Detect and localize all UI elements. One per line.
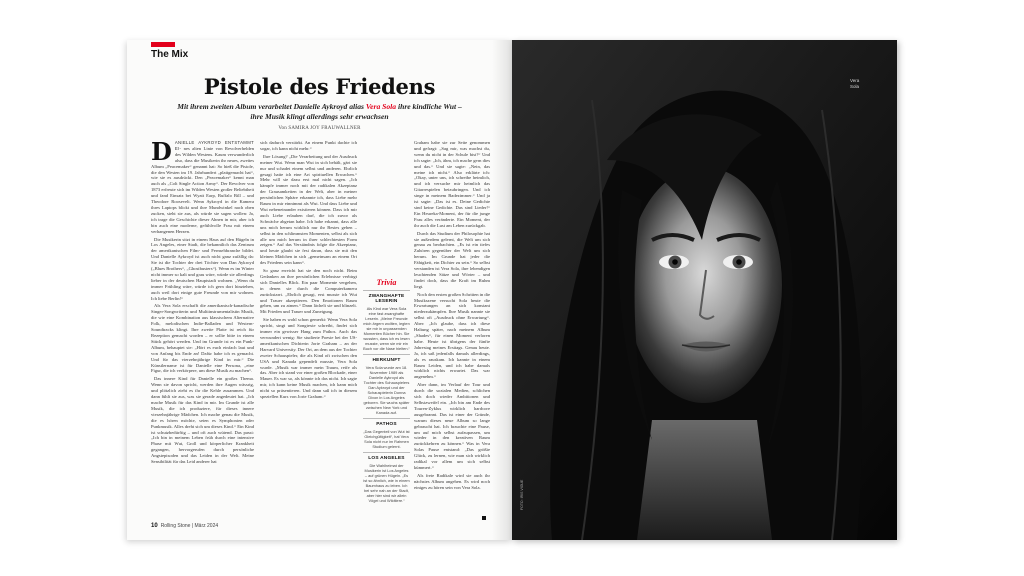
byline: Von SAMIRA JOY FRAUWALLNER [278, 126, 361, 131]
folio-text: Rolling Stone | März 2024 [160, 523, 219, 529]
gutter-shadow [492, 40, 512, 540]
trivia-title: Trivia [376, 278, 397, 287]
body-paragraph: sich dadurch verstärkt. An einem Punkt dachte ich sogar, ich kann nicht mehr.“ [260, 140, 357, 151]
right-page [512, 40, 897, 540]
photo-caption [850, 78, 859, 89]
end-of-article-mark [482, 516, 486, 520]
body-paragraph: Graham habe sie zur Seite genommen und gefragt: „Sag mir, was machst du, wenn du nicht in der Schule bist?“ Und ich sagte: „Ich, ähm, ich mache gern dies und das.“ Und sie sagte: „Nein, das meine ich nicht.“ Also erklärte ich: „Okay, unter uns, ich schreibe heimlich, und ich versuche mir heimlich das Gitarrespielen beizubringen. Und ich singe in meinem Badezimmer.“ Und ja ist sagte: „Das ist es. Deine Gedichte sind keine Gedichte. Das sind Lieder!“ Ein Heureka-Moment, der für die junge Frau alles veränderte. Ein Moment, der ihr auch die Lust am Leben zurückgab. [414, 140, 490, 228]
page-number: 10 [151, 523, 158, 529]
body-paragraph: Aber dann, im Verlauf der Tour und durch die sozialen Medien, schlichen sich doch wieder Ambitionen und Selbstzweifel ein. „Ich bin am Ende des Touren-Zyklus wirklich hardcore ausgebrannt. Das ist einer der Gründe, warum dieses neue Album so lange gebraucht hat. Ich brauchte eine Pause, um auf mich selbst aufzupassen, um wieder in den kreativen Raum zurückkehren zu können.“ Was in Vera Solas Pause entstand: „Das größte Glück, zu lernen, wie man sich wirklich radikal vor allem um sich selbst kümmert.“ [414, 382, 490, 470]
body-paragraph: nes alten Linie von Revolverhelden des Wilden Westens. Kaum verwunderlich also, dass die Musikerin ihr neues, zweites Album „Peacemaker“ genannt hat: So hieß die Pistole, die den Westen im 19. Jahrhundert „plattgemacht hat“, wie sie es ausdrückt. Den „Peacemaker“ kennt man auch als „Colt Single Action Army“. Der Revolver von 1873 erfreute sich im Wilden Westen großer Beliebtheit und fand Einsatz bei Wyatt Earp, Buffalo Bill – und Theodore Roosevelt. Wenn Aykroyd in die Kamera ihres Laptops blickt und ihre Mundwinkel nach oben zucken, sieht sie aus, als würde sie sagen wollen: Ja, ich trage die Geschichte dieser Ahnen in mir, aber ich bin auch eine moderne, gefühlvolle Frau mit einem verhangenen Herzen. [151, 145, 254, 234]
caption-line: Sola [850, 83, 860, 89]
body-paragraph: Die Musikerin sitzt in einem Haus auf den Hügeln in Los Angeles, einer Stadt, die bekanntlich das Zentrum der amerikanischen Film- und Fernsehbranche bildet. Und Danielle Aykroyd ist auch nicht ganz zufällig da: Sie ist die Tochter der drei Töchter von Dan Aykroyd („Blues Brothers“, „Ghostbusters“). Wenn es im Winter nicht immer so kalt und grau wäre, würde sie allerdings lieber in der deutschen Hauptstadt wohnen. „Wenn du immer Frühling wäre, würde ich gern dort hinziehen, auch weil dort einige gute Freunde von mir wohnen. Ich liebe Berlin!“ [151, 236, 254, 301]
trivia-text: Vera Sola wurde am 18. November 1989 als Danielle Aykroyd als Tochter des Schauspielers Dan Aykroyd und der Schauspielerin Donna Dixon in Los Angeles geboren. Sie wuchs später zwischen New York und Kanada auf. [363, 365, 410, 415]
divider [363, 354, 410, 355]
section-marker-bar [151, 42, 175, 47]
body-paragraph: Das innere Kind für Danielle ein großes Thema. Wenn sie davon spricht, werden ihre Augen wässrig, und plötzlich zieht es ihr die Kehle zusammen. Und dann fühlt sie aus, was sie gerade angedeutet hat. „Ich mache Musik für das Kind in mir. Im Grunde ist alle Musik, die ich produziere, für dieses innere vierzehnjährige Mädchen. Ich mache genau die Musik, die es hören möchte, seien es Symphonien oder Punkmusik. Alles dreht sich um dieses Kind.“ Ein Kind ist schutzbedürftig – und oft auch wütend. Das passt: „Ich bin in meinem Leben früh durch eine intensive Phase mit Wut, Groll und körperlicher Krankheit gegangen, hervorgerufen durch persönliche Angstepisoden und das Leiden in der Welt. Meine Sensibilität für das Leid anderer hat [151, 376, 254, 465]
trivia-heading: PATHOS [376, 422, 397, 427]
body-paragraph: Sie haben es wohl schon gemerkt: Wenn Vera Sola spricht, singt und Songtexte schreibt, findet sich immer ein gewisser Hang zum Pathos. Auch das verwundert wenig: Sie studierte Poesie bei der US-amerikanischen Dichterin Jorie Graham – an der Harvard University. Der Ort, an dem aus der Tochter zweier Schauspieler, die als Kind oft zwischen den USA und Kanada gependelt musste, Vera Sola wurde. „Musik war immer mein Traum, reife als das. Aber ich stand vor einer großen Blockade, einer Mauer. Es war so, als könnte ich das nicht. Ich sagte mir, ich kann keine Musik machen, ich kann mich nicht so präsentieren. Und dann saß ich in diesem speziellen Kurs von Jorie Graham.“ [260, 317, 357, 400]
section-label: The Mix [151, 49, 189, 60]
deck-highlight-name: Vera Sola [365, 102, 397, 111]
deck-text-before: Mit ihrem zweiten Album verarbeitet Danielle Aykroyd alias [177, 102, 366, 111]
caption-line: Vera [850, 78, 860, 83]
body-paragraph: Ihre Lösung? „Die Verarbeitung und der Ausdruck meiner Wut. Wenn man Wut in sich behält, gärt sie nur und schadet einem selbst und anderen. Ehrlich gesagt hatte ich eine Art spirituellen Erwachen.“ Mehr will sie dazu erst mal nicht sagen. „Ich kämpfe immer noch mit der radikalen Akzeptanz der Grausamkeiten in der Welt, aber in meiner persönlichen Sphäre erkannte ich, dass Liebe mehr Raum in mir einnimmt als Wut. Und dass Liebe und Wut nebeneinander existieren können. Dass ich mir auch Liebe erlauben darf, die ich zuvor als Schwäche abgetan habe. Ich habe erkannt, dass alle uns mich herum wirklich nur ihr Bestes geben – selbst in den schlimmsten Momenten, selbst als sich alle um mich herum in ihrer schlechtesten Form zeigen.“ Auf das Verständnis folgte die Akzeptanz, und heute glaubt sie fest daran, dass sie mit den kleinen Mädchen in sich „gemeinsam an einem Ort des Friedens sein kann“. [260, 153, 357, 266]
body-column-3 [414, 140, 490, 525]
magazine-spread [127, 40, 897, 540]
left-page [127, 40, 512, 540]
body-paragraph: Durch das Studium der Philosophie hat sie außerdem gelernt, die Welt um sich genau zu beobachten. „Es ist ein tiefes Zuhören gegenüber der Welt um sich herum. Im Grunde hat jeder die Fähigkeit, ein Dichter zu sein.“ So selbst verstanden ist Vera Sola, ihre lebendigen leuchtenden Sätze und Wörter – und findet doch, dass die Kraft im Ruhm liegt. [414, 230, 490, 289]
photo-credit: FOTO: IRIS VIGUE [520, 479, 524, 510]
body-paragraph: Als Vera Sola erschafft die amerikanisch-kanadische Singer-Songwriterin und Multiinstrumentalistin Musik, die wie eine Kombination aus klassischem Alternative Folk, melodischen Indie-Balladen und Western-Soundtracks klingt. Ihre zweite Platte ist reich für Rezeption gemacht worden – er sollte bitte in einem Stück gehört werden. Und im Grunde ist es ein Punk-Album, behauptet sie: „Hört es euch einfach laut und von Anfang bis Ende an! Dafür habe ich es gemacht. Und für das vierzehnjährige Kind in mir.“ Die Künstlername ist für Danielle eine Persona, „eine Figur, die ich verkörpere, um diese Musik zu machen“. [151, 303, 254, 374]
body-column-2 [260, 140, 357, 525]
portrait-photo [512, 40, 897, 540]
trivia-text: Die Wahlheimat der Musikerin ist Los Angeles – auf grünen Hügeln. „Es ist so ähnlich, wie in einem Baumhaus zu leben. Ich bei sehr nah an der Stadt, aber hier sind wir allein Vögel und Wildtiere.“ [363, 463, 410, 503]
trivia-text: „Das Gegenteil von Wut ist Gleichgültigkeit“, hat Vera Sola nicht nur im Rahmen Studium gelernt. [363, 429, 410, 449]
lead-caps: ANIELLE AYKROYD ENTSTAMMT EI- [174, 140, 254, 151]
body-column-1 [151, 140, 254, 525]
trivia-sidebar [363, 278, 410, 522]
drop-cap: D [151, 140, 172, 166]
trivia-text: Als Kind war Vera Sola eine fast zwanghafte Leserin. „Meine Freunde mich ärgern wollten, legten sie mir in unpassenden Momenten Bücher hin. Sie wussten, dass ich es lesen musste, wenn sie mir ein Buch vor die Nase hielten.“ [363, 306, 410, 351]
article-deck [177, 102, 462, 122]
article-headline: Pistole des Friedens [203, 74, 436, 99]
body-paragraph: Als freie Radikale wird sie auch ihr nächstes Album angehen. Es wird noch einiges zu hören sein von Vera Sola. [414, 472, 490, 490]
folio [151, 523, 218, 529]
divider [363, 418, 410, 419]
body-paragraph: So ganz erreicht hat sie den noch nicht. Beim Gedanken an ihre persönlichen Erlebnisse verbirgt sich Danielles Blick. Ein paar Momente vergehen, in denen sie durch die Computerkamera zurückstarrt. „Ehrlich gesagt, erst musste ich Wut und Trauer akzeptieren. Den Emotionen Raum geben, um zu atmen.“ Dann lächelt sie und blinzelt. Mit Frieden und Trauer und Zuneigung. [260, 268, 357, 315]
divider [363, 290, 410, 291]
trivia-heading: ZWANGHAFTE LESERIN [368, 294, 405, 304]
trivia-heading: LOS ANGELES [368, 456, 405, 461]
lead-paragraph [151, 140, 254, 235]
trivia-heading: HERKUNFT [372, 358, 401, 363]
divider [363, 452, 410, 453]
body-paragraph: Noch den ersten großen Schritten in die Musikszene versucht Sola heute die Erwartungen an sich konstant niederzukämpfen. Ihre Musik nannte sie selbst oft „Ausdruck ohne Erwartung“. Aber: „Ich glaube, dass ich diese Haltung später, nach meinem Album „Shades“, für einen Moment verloren habe. Heute ist übrigens der fünfte Jahrestag meines Ersttags. Genau heute. Ja, ich saß jedenfalls damals allerdings, als es rauskam. Ich kannte in einem Raum Leiden, und ich habe damals wirklich nichts erwartet. Das war angenehm.“ [414, 291, 490, 380]
deck-text-after: ihre kindliche Wut – ihre Musik klingt allerdings sehr erwachsen [250, 102, 462, 121]
